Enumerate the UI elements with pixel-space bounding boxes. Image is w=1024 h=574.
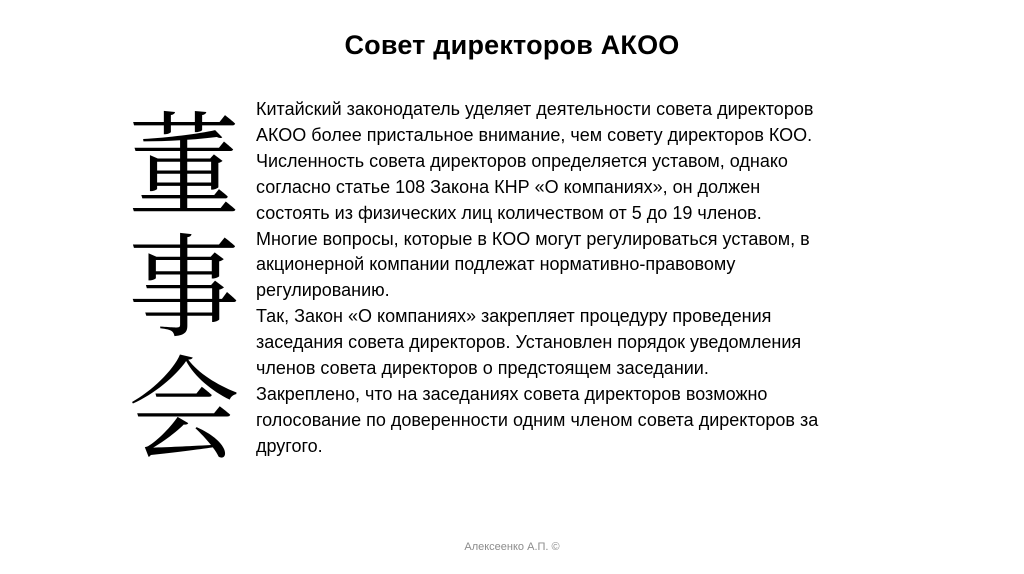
hanzi-shi: 事: [128, 224, 240, 354]
footer-author: Алексеенко А.П. ©: [464, 541, 560, 553]
paragraph-proxy-voting: Закреплено, что на заседаниях совета директоров возможно голосование по доверенности одним членом совета директоров за другого.: [256, 383, 819, 456]
hanzi-dong: 董: [128, 102, 240, 232]
paragraph-board-composition: Китайский законодатель уделяет деятельности совета директоров АКОО более пристальное внимание, чем совету директоров КОО. Численность совета директоров определяется уставом, однако согласно статье 108 Закона КНР «О компаниях», он должен состоять из физических лиц количеством от 5 до 19 членов. Многие вопросы, которые в КОО могут регулироваться уставом, в акционерной компании подлежат нормативно-правовому регулированию.: [256, 99, 814, 301]
body-text: [256, 97, 886, 460]
slide-title: Совет директоров АКОО: [344, 30, 680, 60]
paragraph-meeting-procedure: Так, Закон «О компаниях» закрепляет процедуру проведения заседания совета директоров. Установлен порядок уведомления членов совета директоров о предстоящем заседании.: [256, 306, 802, 379]
hanzi-hui: 会: [128, 346, 240, 476]
chinese-characters-column: [122, 102, 246, 476]
